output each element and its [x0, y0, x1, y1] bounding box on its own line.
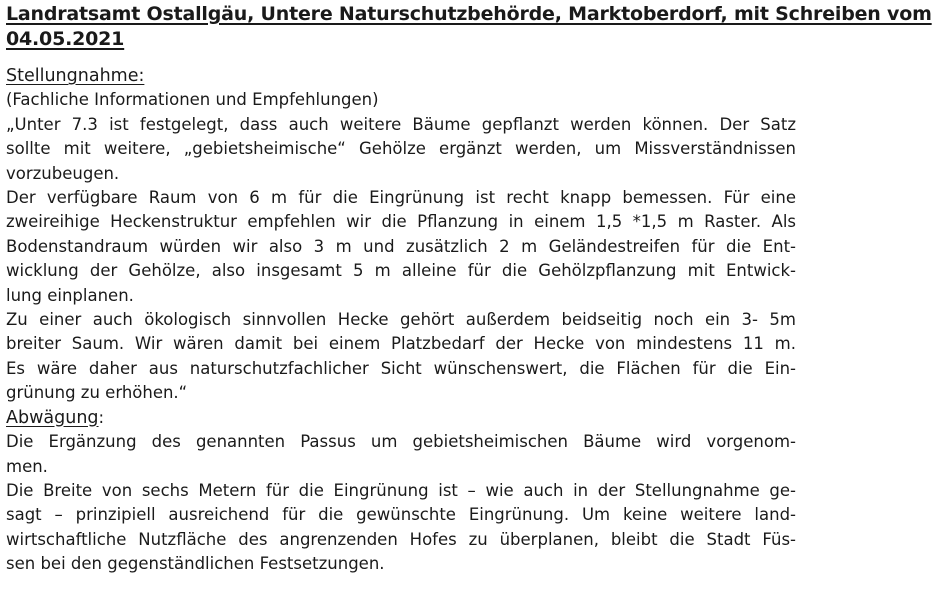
- consideration-line: sen bei den gegenständlichen Festsetzungen.: [6, 554, 385, 574]
- consideration-line: Die Ergänzung des genannten Passus um gebietsheimischen Bäume wird vorgenom-: [6, 432, 796, 452]
- statement-line: Es wäre daher aus naturschutzfachlicher Sicht wünschenswert, die Flächen für die Ein-: [6, 358, 796, 378]
- statement-line: „Unter 7.3 ist festgelegt, dass auch weitere Bäume gepflanzt werden können. Der Satz: [6, 114, 796, 134]
- statement-line: vorzubeugen.: [6, 163, 120, 183]
- statement-line: sollte mit weitere, „gebietsheimische“ Gehölze ergänzt werden, um Missverständnissen: [6, 139, 796, 159]
- heading-line-2: 04.05.2021: [6, 28, 125, 50]
- heading-line-1: Landratsamt Ostallgäu, Untere Naturschutzbehörde, Marktoberdorf, mit Schreiben vom: [6, 3, 932, 25]
- consideration-colon: :: [98, 407, 105, 427]
- statement-label: Stellungnahme:: [6, 66, 145, 86]
- statement-line: grünung zu erhöhen.“: [6, 383, 188, 403]
- statement-line: zweireihige Heckenstruktur empfehlen wir die Pflanzung in einem 1,5 *1,5 m Raster. Als: [6, 212, 796, 232]
- statement-line: breiter Saum. Wir wären damit bei einem Platzbedarf der Hecke von mindestens 11 m.: [6, 334, 796, 354]
- consideration-line: men.: [6, 456, 48, 476]
- statement-heading: [6, 64, 796, 88]
- statement-line: wicklung der Gehölze, also insgesamt 5 m alleine für die Gehölzpflanzung mit Entwick-: [6, 261, 796, 281]
- document-heading: [6, 2, 932, 52]
- consideration-line: wirtschaftliche Nutzfläche des angrenzenden Hofes zu überplanen, bleibt die Stadt Füs-: [6, 529, 796, 549]
- statement-line: Der verfügbare Raum von 6 m für die Eingrünung ist recht knapp bemessen. Für eine: [6, 188, 796, 208]
- consideration-heading: [6, 406, 796, 430]
- document-body: [6, 64, 796, 577]
- statement-line: Bodenstandraum würden wir also 3 m und zusätzlich 2 m Geländestreifen für die Ent-: [6, 236, 796, 256]
- consideration-label: Abwägung: [6, 407, 99, 428]
- consideration-line: sagt – prinzipiell ausreichend für die gewünschte Eingrünung. Um keine weitere land-: [6, 505, 796, 525]
- consideration-line: Die Breite von sechs Metern für die Eingrünung ist – wie auch in der Stellungnahme ge-: [6, 480, 796, 500]
- statement-line: Zu einer auch ökologisch sinnvollen Hecke gehört außerdem beidseitig noch ein 3- 5m: [6, 310, 796, 330]
- statement-line: lung einplanen.: [6, 285, 134, 305]
- statement-subtitle: (Fachliche Informationen und Empfehlungen): [6, 90, 379, 110]
